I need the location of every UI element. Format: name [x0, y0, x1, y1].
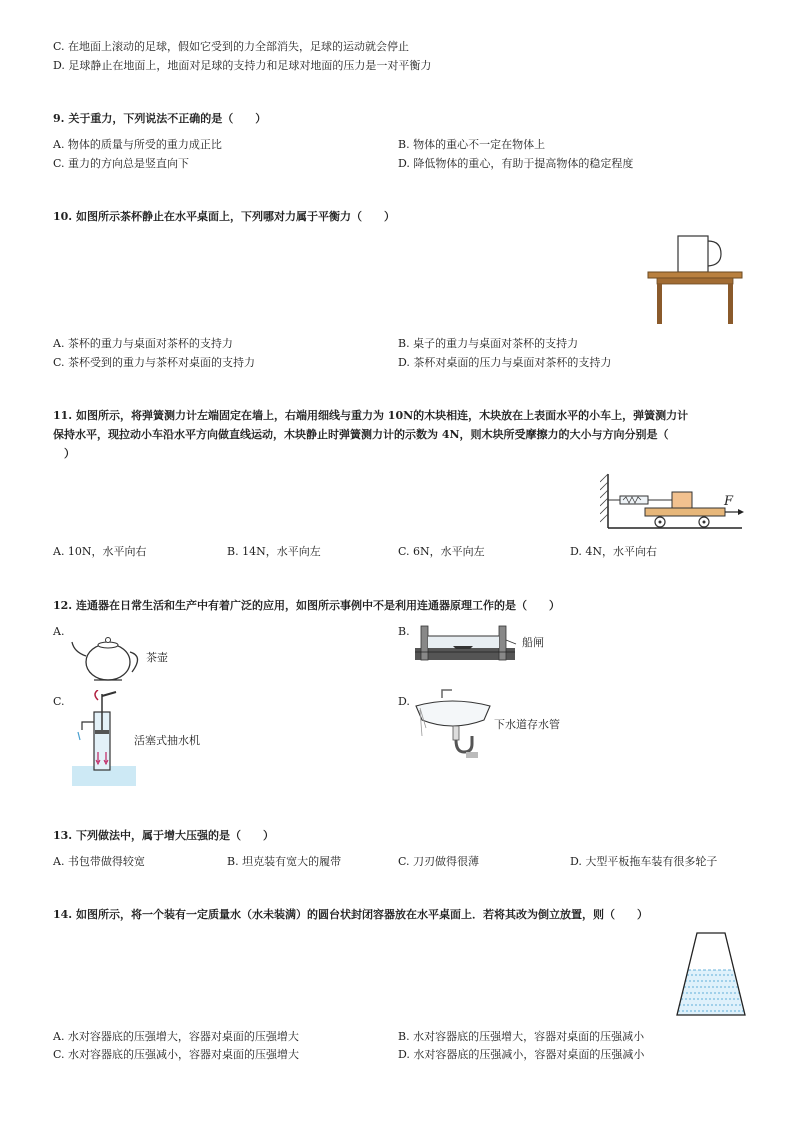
q12-stem: 12. 连通器在日常生活和生产中有着广泛的应用，如图所示事例中不是利用连通器原理工作的是（ ） [53, 599, 560, 612]
q11-stem-line2: 保持水平，现拉动小车沿水平方向做直线运动，木块静止时弹簧测力计的示数为 4N，则木块所受摩擦力的大小与方向分别是（ [53, 428, 669, 441]
q13-option-d: D. 大型平板拖车装有很多轮子 [570, 855, 718, 868]
frustum-container-figure [675, 930, 747, 1018]
q13-option-c: C. 刀刃做得很薄 [398, 855, 480, 868]
q8-option-d: D. 足球静止在地面上，地面对足球的支持力和足球对地面的压力是一对平衡力 [53, 59, 432, 72]
q11-option-b: B. 14N，水平向左 [227, 545, 321, 558]
sink-drain-trap-icon [412, 688, 492, 760]
q13-option-a: A. 书包带做得较宽 [53, 855, 145, 868]
q10-option-a: A. 茶杯的重力与桌面对茶杯的支持力 [53, 337, 233, 350]
label-piston-pump: 活塞式抽水机 [134, 734, 200, 747]
q14-option-c: C. 水对容器底的压强减小，容器对桌面的压强增大 [53, 1048, 300, 1061]
q11-option-d: D. 4N，水平向右 [570, 545, 658, 558]
q13-option-b: B. 坦克装有宽大的履带 [227, 855, 342, 868]
q13-stem: 13. 下列做法中，属于增大压强的是（ ） [53, 829, 274, 842]
q11-option-a: A. 10N，水平向右 [53, 545, 147, 558]
q10-option-d: D. 茶杯对桌面的压力与桌面对茶杯的支持力 [398, 356, 612, 369]
q14-option-d: D. 水对容器底的压强减小，容器对桌面的压强减小 [398, 1048, 645, 1061]
q14-option-a: A. 水对容器底的压强增大，容器对桌面的压强增大 [53, 1030, 299, 1043]
piston-pump-icon [70, 690, 140, 788]
q9-stem: 9. 关于重力，下列说法不正确的是（ ） [53, 112, 267, 125]
q12-option-b: B. [398, 625, 410, 638]
q9-option-d: D. 降低物体的重心，有助于提高物体的稳定程度 [398, 157, 634, 170]
q10-option-b: B. 桌子的重力与桌面对茶杯的支持力 [398, 337, 579, 350]
q11-option-c: C. 6N，水平向左 [398, 545, 485, 558]
q10-option-c: C. 茶杯受到的重力与茶杯对桌面的支持力 [53, 356, 256, 369]
teacup-on-table-figure [645, 232, 745, 327]
q8-option-c: C. 在地面上滚动的足球，假如它受到的力全部消失，足球的运动就会停止 [53, 40, 410, 53]
spring-scale-cart-figure [600, 472, 745, 532]
q11-stem-line1: 11. 如图所示，将弹簧测力计左端固定在墙上，右端用细线与重力为 10N的木块相连，木块放在上表面水平的小车上，弹簧测力计 [53, 409, 689, 422]
label-teapot: 茶壶 [146, 651, 168, 664]
force-label-f: F [724, 494, 734, 509]
teapot-icon [70, 626, 145, 688]
q11-stem-line3: ） [53, 447, 75, 460]
q9-option-c: C. 重力的方向总是竖直向下 [53, 157, 190, 170]
q12-option-d: D. [398, 695, 410, 708]
q10-stem: 10. 如图所示茶杯静止在水平桌面上，下列哪对力属于平衡力（ ） [53, 210, 395, 223]
q9-option-b: B. 物体的重心不一定在物体上 [398, 138, 546, 151]
q9-option-a: A. 物体的质量与所受的重力成正比 [53, 138, 222, 151]
ship-lock-icon [413, 622, 518, 664]
q12-option-c: C. [53, 695, 65, 708]
q12-option-a: A. [53, 625, 65, 638]
q14-stem: 14. 如图所示，将一个装有一定质量水（水未装满）的圆台状封闭容器放在水平桌面上．若将其改为倒立放置，则（ ） [53, 908, 648, 921]
label-drain-trap: 下水道存水管 [494, 718, 560, 731]
q14-option-b: B. 水对容器底的压强增大，容器对桌面的压强减小 [398, 1030, 645, 1043]
label-ship-lock: 船闸 [522, 636, 544, 649]
